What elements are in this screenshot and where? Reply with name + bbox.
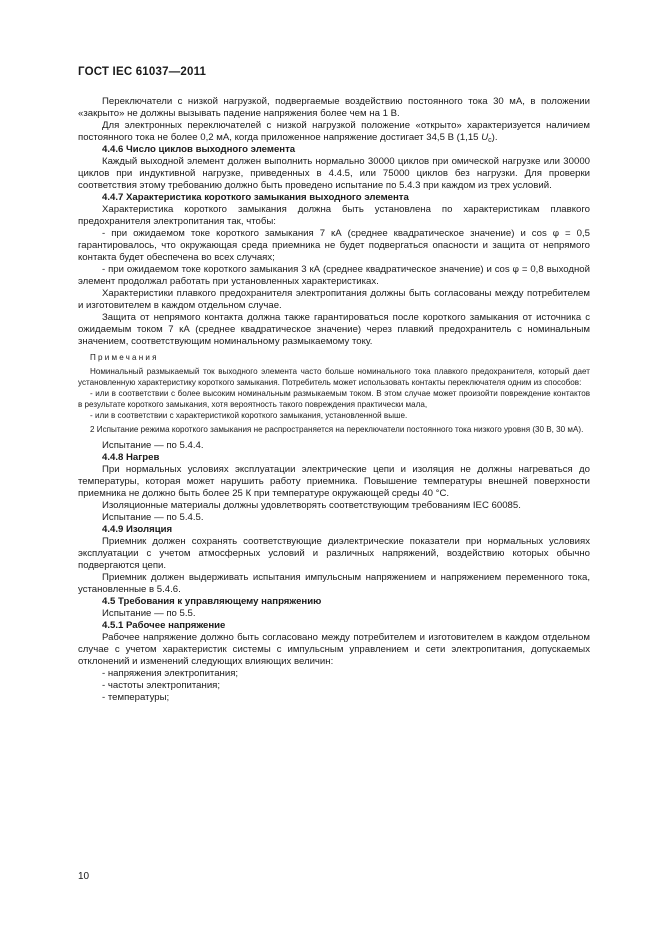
test-reference: Испытание — по 5.4.4.	[102, 440, 204, 451]
section-heading-4-5: 4.5 Требования к управляющему напряжению	[102, 596, 322, 607]
section-heading-4-4-7: 4.4.7 Характеристика короткого замыкания выходного элемента	[102, 192, 409, 203]
list-item: - температуры;	[102, 692, 170, 703]
note-text: Номинальный размыкаемый ток выходного элемента часто больше номинального тока плавкого предохранителя, который дает установленную характеристику короткого замыкания. Потребитель может использовать контакты переключателя одним из способов:	[78, 367, 590, 387]
notes-block	[78, 352, 590, 435]
phi-symbol: φ	[512, 265, 519, 275]
paragraph: При нормальных условиях эксплуатации электрические цепи и изоляция не должны нагреваться до температуры, которая может нарушить работу приемника. Повышение температуры внешней поверхности приемника не должно быть более 25 К при температуре окружающей среды 40 °С.	[78, 464, 590, 499]
paragraph: Защита от непрямого контакта должна также гарантироваться после короткого замыкания от источника с ожидаемым током 7 кА (среднее квадратическое значение) через плавкий предохранитель с номинальным значением, соответствующим номинальному размыкаемому току.	[78, 312, 590, 347]
paragraph: Каждый выходной элемент должен выполнить нормально 30000 циклов при омической нагрузке или 30000 циклов при индуктивной нагрузке, приведенных в 4.4.5, или 75000 циклов без нагрузки. Для проверки соответствия этому требованию должно быть проведено испытание по 5.4.3 при каждом из трех условий.	[78, 156, 590, 191]
note-text: - или в соответствии с характеристикой короткого замыкания, установленной выше.	[90, 411, 408, 420]
paragraph	[78, 264, 590, 288]
page-header: ГОСТ IEC 61037—2011	[78, 66, 207, 78]
test-reference: Испытание — по 5.5.	[102, 608, 196, 619]
paragraph: Приемник должен сохранять соответствующие диэлектрические показатели при нормальных условиях эксплуатации с учетом атмосферных условий и различных напряжений, воздействию которых обычно подвергаются цепи.	[78, 536, 590, 571]
list-item: - частоты электропитания;	[102, 680, 221, 691]
text-span: Для электронных переключателей с низкой нагрузкой положение «открыто» характеризуется наличием постоянного тока не более 0,2 мА, когда приложенное напряжение достигает 34,5 В (1,15	[78, 120, 590, 143]
text-span: = 0,8 выходной элемент продолжал работать при установленных характеристиках.	[78, 264, 590, 287]
text-span: ).	[491, 132, 498, 143]
subscript: c	[488, 137, 492, 144]
section-heading-4-4-6: 4.4.6 Число циклов выходного элемента	[102, 144, 296, 155]
list-item: - напряжения электропитания;	[102, 668, 239, 679]
text-span: - при ожидаемом токе короткого замыкания 3 кА (среднее квадратическое значение) и cos	[102, 264, 513, 275]
text-span: = 0,5 гарантировалось, что окружающая среда приемника не будет подвергаться опасности и защита от непрямого контакта будет обеспечена во всех случаях;	[78, 228, 590, 263]
note-text: 2 Испытание режима короткого замыкания не распространяется на переключатели постоянного тока низкого уровня (30 В, 30 мА).	[90, 425, 584, 434]
paragraph	[78, 120, 590, 144]
page-content	[78, 96, 590, 704]
page-number: 10	[78, 871, 90, 882]
text-span: - при ожидаемом токе короткого замыкания 7 кА (среднее квадратическое значение) и cos	[102, 228, 553, 239]
phi-symbol: φ	[552, 229, 560, 239]
variable: U	[481, 132, 489, 143]
section-heading-4-4-9: 4.4.9 Изоляция	[102, 524, 173, 535]
section-heading-4-5-1: 4.5.1 Рабочее напряжение	[102, 620, 226, 631]
paragraph	[78, 228, 590, 264]
paragraph: Рабочее напряжение должно быть согласовано между потребителем и изготовителем в каждом отдельном случае с учетом характеристик системы с импульсным управлением и сети электропитания, допускаемых отклонений и изменений следующих влияющих величин:	[78, 632, 590, 667]
paragraph: Переключатели с низкой нагрузкой, подвергаемые воздействию постоянного тока 30 мА, в положении «закрыто» не должны вызывать падение напряжения более чем на 1 В.	[78, 96, 590, 119]
notes-title: Примечания	[90, 353, 159, 362]
paragraph: Характеристики плавкого предохранителя электропитания должны быть согласованы между потребителем и изготовителем в каждом отдельном случае.	[78, 288, 590, 311]
paragraph: Приемник должен выдерживать испытания импульсным напряжением и напряжением переменного тока, установленные в 5.4.6.	[78, 572, 590, 595]
paragraph: Характеристика короткого замыкания должна быть установлена по характеристикам плавкого предохранителя электропитания так, чтобы:	[78, 204, 590, 227]
paragraph: Изоляционные материалы должны удовлетворять соответствующим требованиям IEC 60085.	[102, 500, 521, 511]
note-text: - или в соответствии с более высоким номинальным размыкаемым током. В этом случае может произойти повреждение контактов в результате короткого замыкания, хотя вероятность такого повреждения практически мала,	[78, 389, 590, 409]
test-reference: Испытание — по 5.4.5.	[102, 512, 204, 523]
section-heading-4-4-8: 4.4.8 Нагрев	[102, 452, 160, 463]
